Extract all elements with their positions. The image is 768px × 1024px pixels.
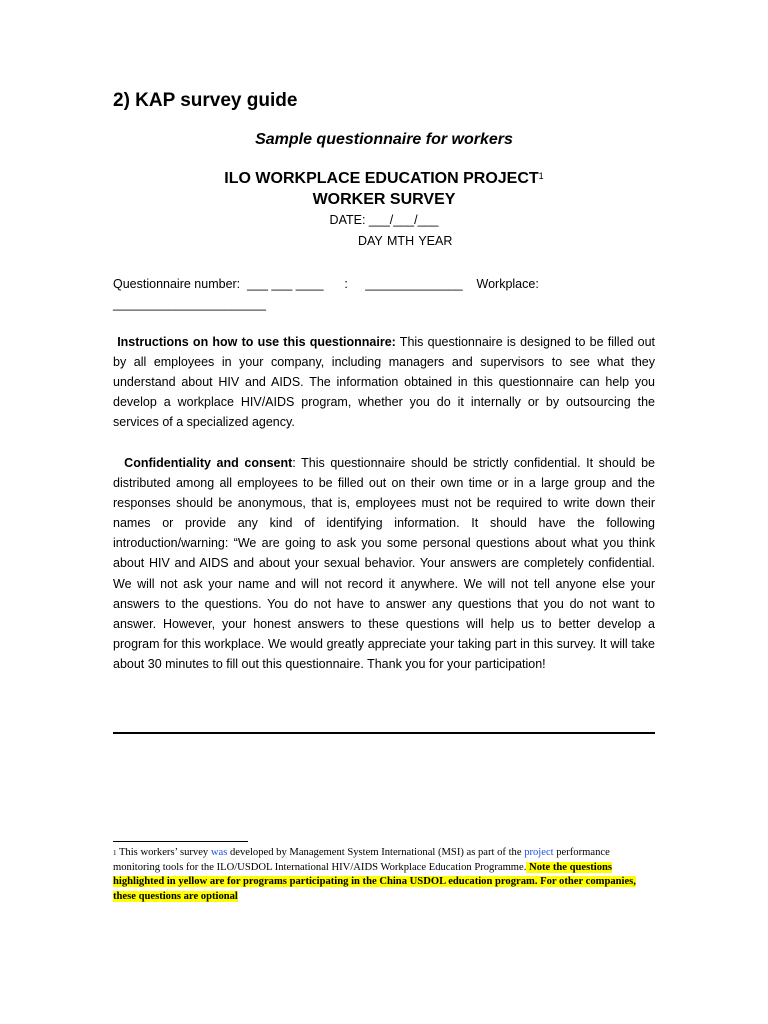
instructions-lead: Instructions on how to use this questionnaire: (117, 335, 396, 349)
questionnaire-number-blanks: ___ ___ ____ (247, 277, 324, 291)
project-title: ILO WORKPLACE EDUCATION PROJECT (224, 170, 539, 187)
middle-blank: ______________ (365, 277, 463, 291)
footnote-word-project: project (524, 847, 554, 858)
date-line (0, 213, 768, 227)
questionnaire-number-label: Questionnaire number: (113, 277, 241, 291)
footnote (113, 846, 648, 904)
footnote-separator (113, 841, 248, 842)
confidentiality-paragraph (113, 453, 655, 674)
date-parts: DAY MTH YEAR (358, 234, 453, 248)
project-title-block (0, 168, 768, 210)
workplace-blank: ______________________ (113, 297, 266, 311)
section-heading: 2) KAP survey guide (113, 90, 298, 111)
footnote-text-3: performance monitoring tools for the ILO/USDOL International HIV/AIDS Workplace Education Programme. (113, 847, 610, 873)
divider-rule (113, 732, 655, 734)
subtitle: Sample questionnaire for workers (255, 131, 513, 148)
survey-name: WORKER SURVEY (312, 191, 456, 208)
questionnaire-number-line (113, 274, 658, 314)
footnote-reference: 1 (538, 171, 544, 181)
footnote-word-was: was (210, 847, 228, 858)
separator: : (344, 277, 348, 291)
footnote-text-1: This workers’ survey (116, 847, 211, 858)
instructions-text: This questionnaire is designed to be filled out by all employees in your company, including managers and supervisors to see what they understand about HIV and AIDS. The information obtained in this questionnaire can help you develop a workplace HIV/AIDS program, whether you do it internally or by outsourcing the services of a specialized agency. (113, 335, 655, 430)
confidentiality-text: : This questionnaire should be strictly confidential. It should be distributed among all employees to be filled out on their own time or in a large group and the responses should be anonymous, that is, employees must not be required to write down their names or provide any kind of identifying information. It should have the following introduction/warning: “We are going to ask you some personal questions about what you think about HIV and AIDS and about your sexual behavior. Your answers are completely confidential. We will not ask your name and will not record it anywhere. We will not tell anyone else your answers to the questions. You do not have to answer any questions that you do not want to answer. However, your honest answers to these questions will help us to better develop a program for this workplace. We would greatly appreciate your taking part in this survey. It will take about 30 minutes to fill out this questionnaire. Thank you for your participation! (113, 456, 655, 671)
date-blanks: ___/___/___ (368, 213, 439, 227)
footnote-highlighted-note: Note the questions highlighted in yellow are for programs participating in the China USDOL education program. For other companies, these questions are optional (113, 861, 636, 902)
instructions-paragraph (113, 332, 655, 432)
date-label: DATE: (329, 213, 366, 227)
footnote-text-2: developed by Management System International (MSI) as part of the (227, 847, 525, 858)
workplace-label: Workplace: (476, 277, 539, 291)
footnote-number: 1 (113, 849, 117, 857)
confidentiality-lead: Confidentiality and consent (124, 456, 293, 470)
